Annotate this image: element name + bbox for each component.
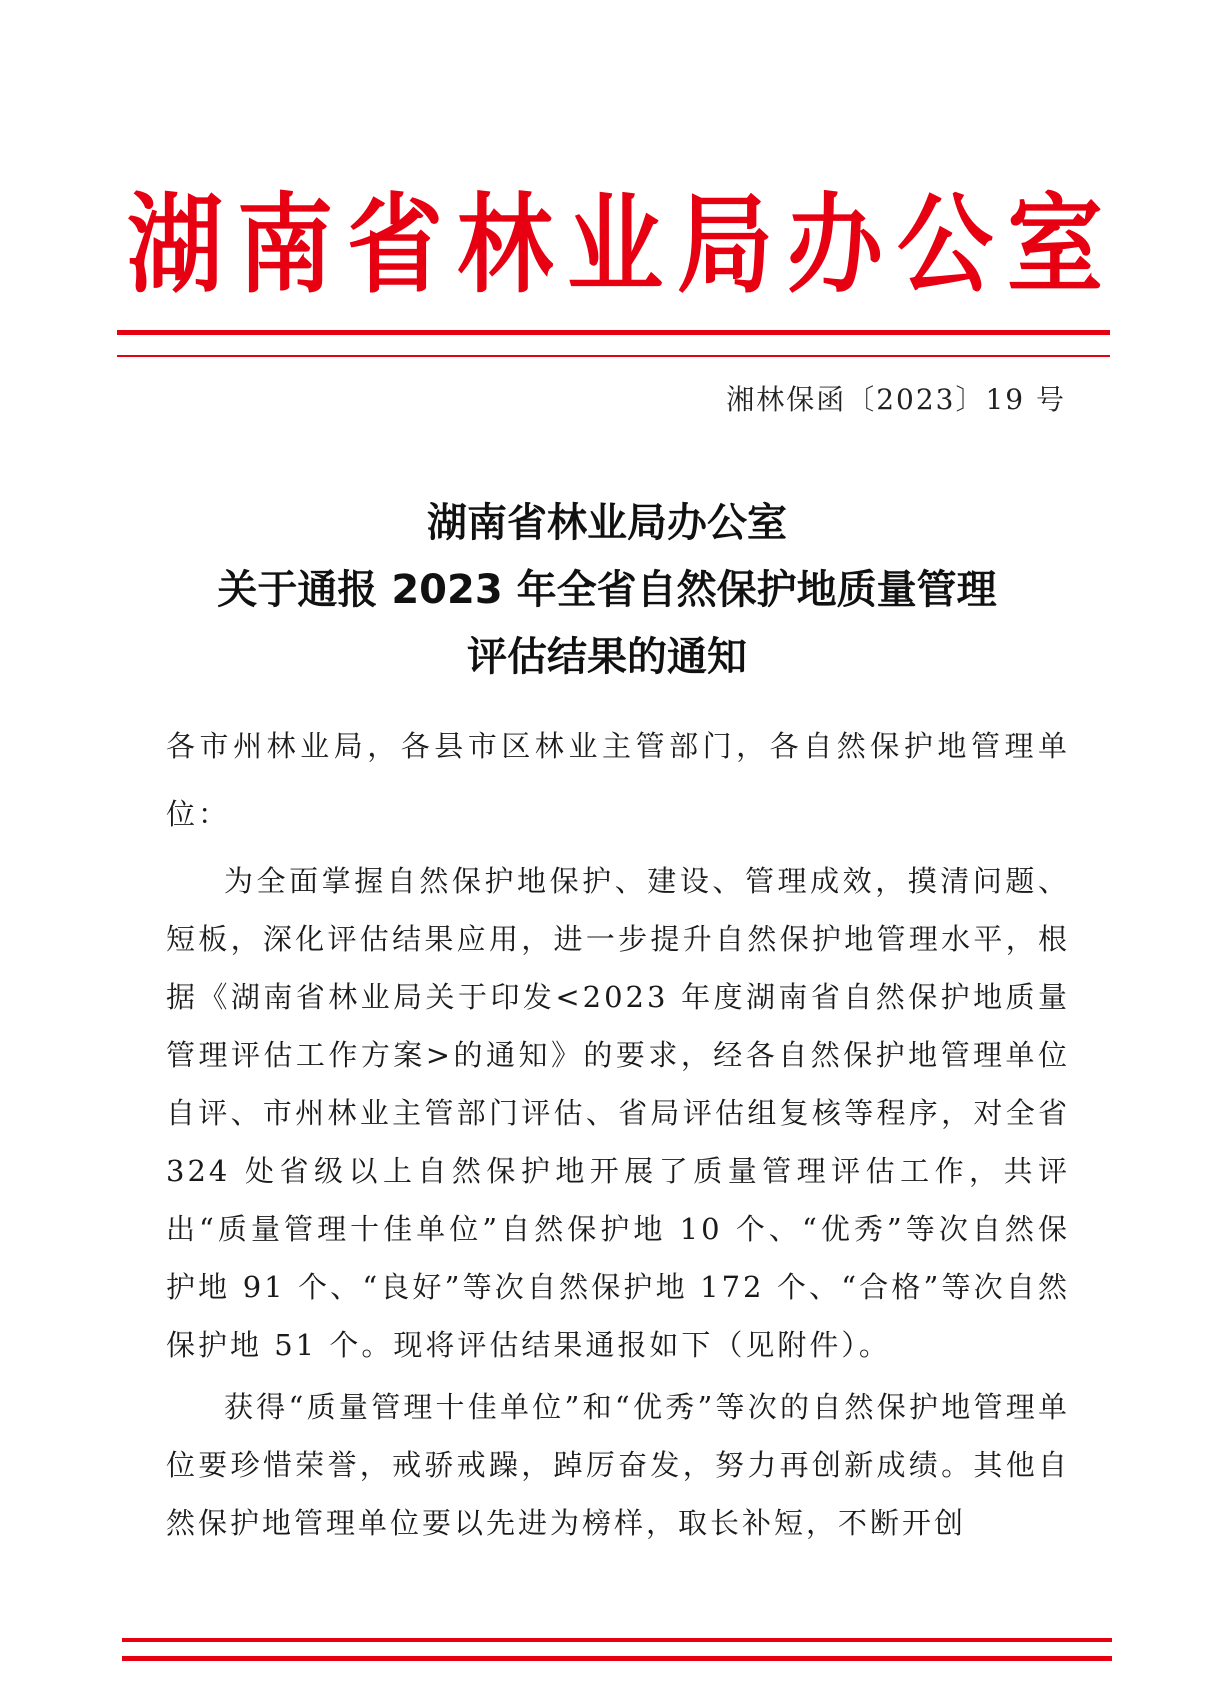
masthead-title [120,161,1110,329]
masthead-char: 林 [457,182,553,308]
red-divider-thick [117,330,1110,335]
masthead-char: 室 [1007,182,1103,308]
masthead-char: 省 [347,182,443,308]
masthead-char: 业 [567,182,663,308]
red-footer-line-thin [122,1656,1112,1661]
paragraph-1: 为全面掌握自然保护地保护、建设、管理成效，摸清问题、短板，深化评估结果应用，进一步提升自然保护地管理水平，根据《湖南省林业局关于印发<2023 年度湖南省自然保护地质量管理评估工作方案>的通知》的要求，经各自然保护地管理单位自评、市州林业主管部门评估、省局评估组复核等程序，对全省 324 处省级以上自然保护地开展了质量管理评估工作，共评出“质量管理十佳单位”自然保护地 10 个、“优秀”等次自然保护地 91 个、“良好”等次自然保护地 172 个、“合格”等次自然保护地 51 个。现将评估结果通报如下（见附件）。 [166,864,1070,1362]
masthead-char: 局 [677,182,773,308]
title-line-2: 关于通报 2023 年全省自然保护地质量管理 [217,567,997,613]
masthead-char: 办 [787,182,883,308]
masthead-char: 南 [237,182,333,308]
red-divider-thin [117,355,1110,357]
title-line-3: 评估结果的通知 [467,634,747,680]
title-line-1: 湖南省林业局办公室 [427,500,787,546]
masthead-char: 公 [897,182,993,308]
paragraph-2: 获得“质量管理十佳单位”和“优秀”等次的自然保护地管理单位要珍惜荣誉，戒骄戒躁，踔厉奋发，努力再创新成绩。其他自然保护地管理单位要以先进为榜样，取长补短，不断开创 [166,1390,1070,1540]
document-body [166,712,1070,1552]
masthead-char: 湖 [127,182,223,308]
red-footer-line-thick [122,1638,1112,1642]
document-number: 湘林保函〔2023〕19 号 [726,383,1066,416]
salutation: 各市州林业局，各县市区林业主管部门，各自然保护地管理单位： [166,729,1070,831]
document-title [100,490,1114,691]
